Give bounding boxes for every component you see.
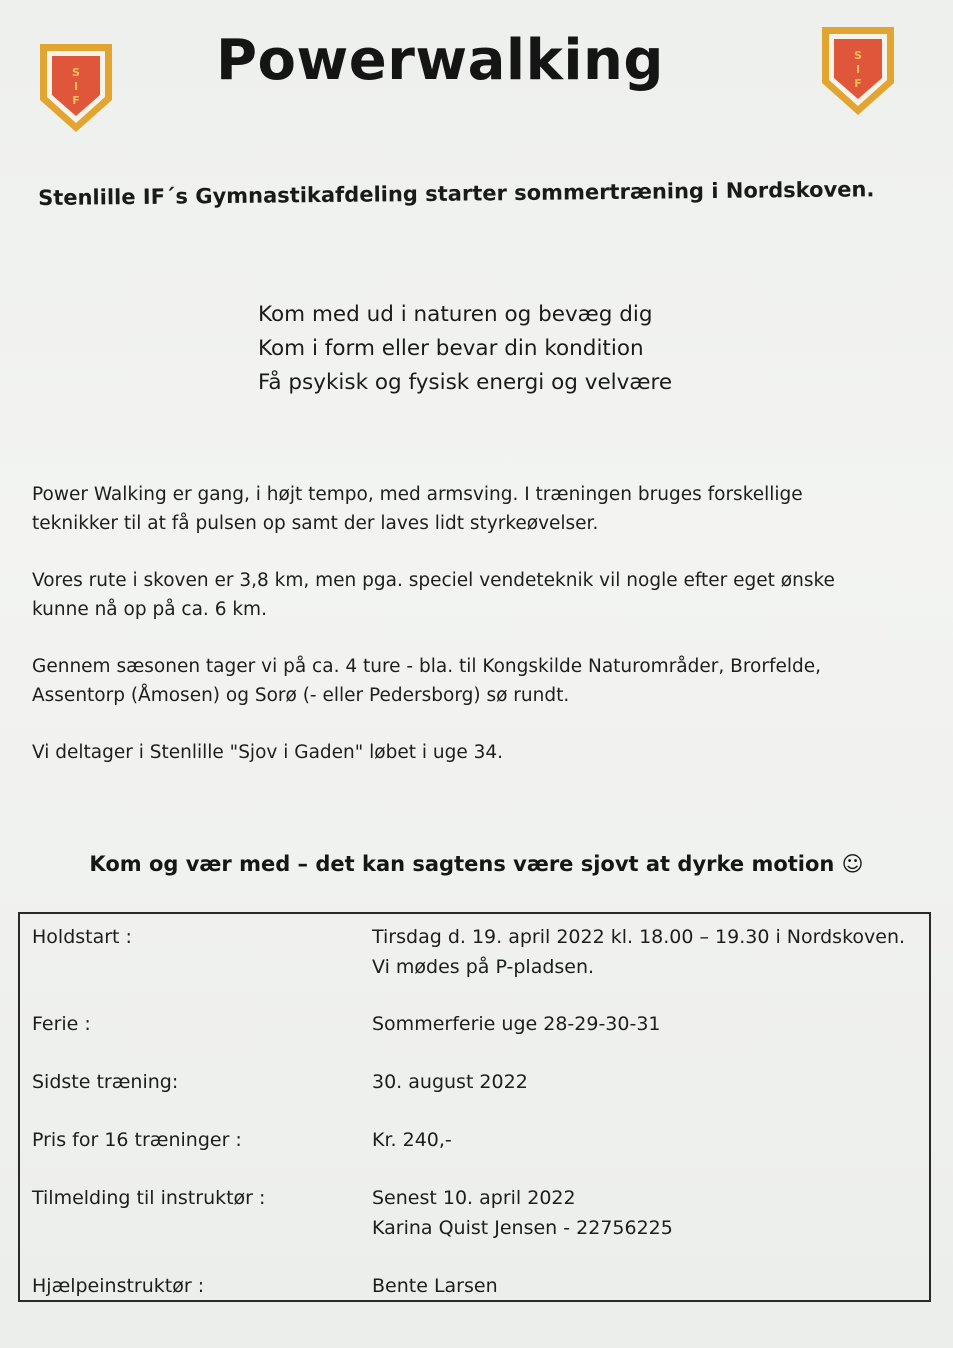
svg-text:S: S	[854, 49, 862, 62]
tagline-line: Kom i form eller bevar din kondition	[258, 336, 644, 361]
description	[32, 480, 912, 795]
info-label: Ferie :	[32, 1013, 91, 1035]
subtitle: Stenlille IF´s Gymnastikafdeling starter sommertræning i Nordskoven.	[38, 177, 875, 210]
callout: Kom og vær med – det kan sagtens være sjovt at dyrke motion ☺	[89, 852, 864, 876]
info-value	[372, 922, 905, 982]
svg-text:F: F	[72, 94, 80, 107]
tagline	[258, 298, 778, 400]
tagline-line: Få psykisk og fysisk energi og velvære	[258, 370, 673, 395]
svg-text:F: F	[854, 77, 862, 90]
svg-text:I: I	[855, 63, 861, 76]
paragraph: Vores rute i skoven er 3,8 km, men pga. speciel vendeteknik vil nogle efter eget ønske kunne nå op på ca. 6 km.	[32, 570, 835, 620]
info-label: Tilmelding til instruktør :	[32, 1187, 266, 1209]
tagline-line: Kom med ud i naturen og bevæg dig	[258, 302, 653, 327]
svg-text:S: S	[72, 66, 80, 79]
info-label: Hjælpeinstruktør :	[32, 1275, 205, 1297]
svg-text:I: I	[73, 80, 79, 93]
info-value-line: Vi mødes på P-pladsen.	[372, 956, 595, 978]
paragraph: Vi deltager i Stenlille "Sjov i Gaden" løbet i uge 34.	[32, 742, 504, 763]
info-value	[372, 1183, 673, 1243]
info-value-line: Tirsdag d. 19. april 2022 kl. 18.00 – 19.30 i Nordskoven.	[372, 926, 906, 948]
info-label: Sidste træning:	[32, 1071, 179, 1093]
info-value: 30. august 2022	[372, 1071, 528, 1093]
info-table	[18, 912, 931, 1302]
paragraph: Gennem sæsonen tager vi på ca. 4 ture - bla. til Kongskilde Naturområder, Brorfelde, Assentorp (Åmosen) og Sorø (- eller Pedersborg) sø rundt.	[32, 656, 821, 706]
info-label: Holdstart :	[32, 926, 132, 948]
info-label: Pris for 16 træninger :	[32, 1129, 242, 1151]
info-value-line: Karina Quist Jensen - 22756225	[372, 1217, 673, 1239]
info-value: Sommerferie uge 28-29-30-31	[372, 1013, 661, 1035]
info-value: Bente Larsen	[372, 1275, 498, 1297]
page-title: Powerwalking	[216, 28, 664, 93]
info-value: Kr. 240,-	[372, 1129, 452, 1151]
paragraph: Power Walking er gang, i højt tempo, med armsving. I træningen bruges forskellige teknikker til at få pulsen op samt der laves lidt styrkeøvelser.	[32, 484, 803, 534]
info-value-line: Senest 10. april 2022	[372, 1187, 576, 1209]
